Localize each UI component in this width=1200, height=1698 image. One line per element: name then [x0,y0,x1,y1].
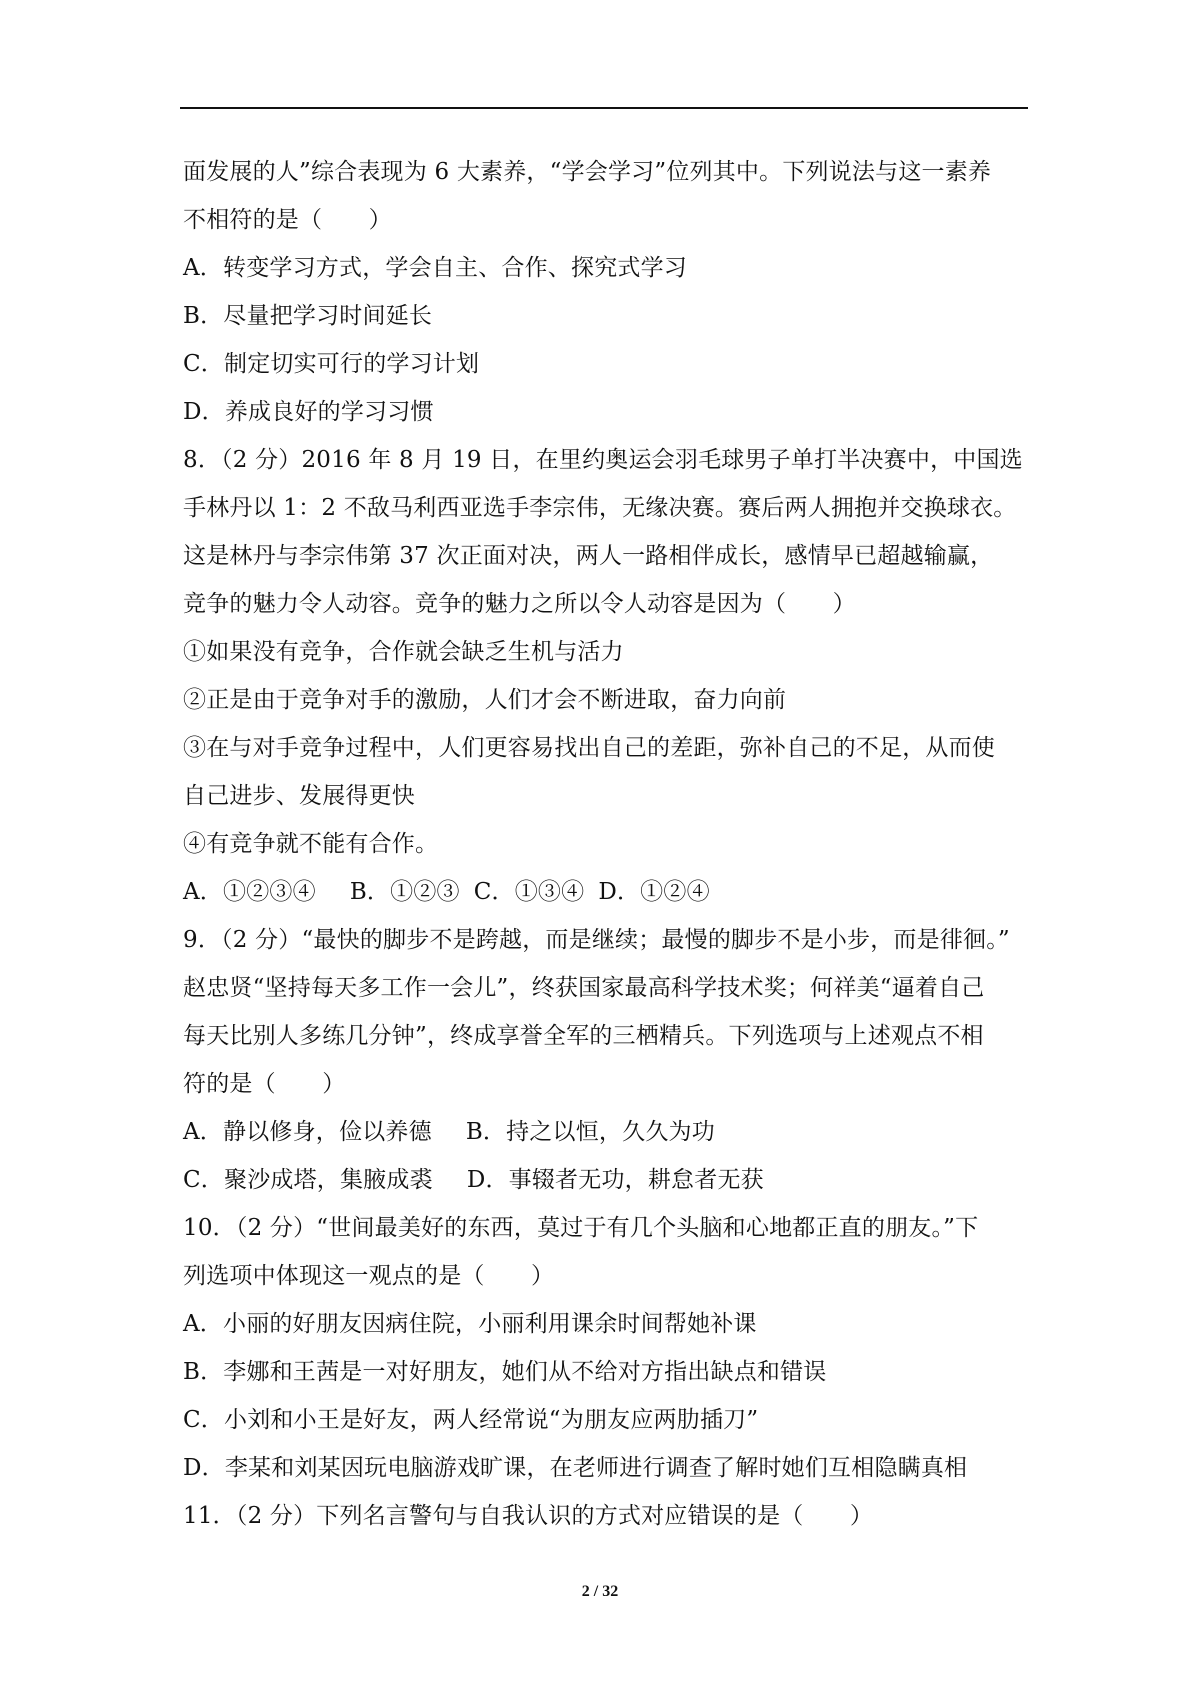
question-8-line: 这是林丹与李宗伟第 37 次正面对决，两人一路相伴成长，感情早已超越输赢， [183,543,994,569]
text-line: 面发展的人”综合表现为 6 大素养，“学会学习”位列其中。下列说法与这一素养 [183,159,992,185]
text-line: 不相符的是（ ） [183,207,392,233]
page-body [183,148,1028,1540]
q8-option-d: D．①②④ [598,879,710,905]
q9-option-a: A．静以修身，俭以养德 [183,1119,432,1145]
option-line: C．制定切实可行的学习计划 [183,351,480,377]
question-10-line: 列选项中体现这一观点的是（ ） [183,1263,555,1289]
q9-option-b: B．持之以恒，久久为功 [465,1119,715,1145]
question-8-line: 手林丹以 1：2 不敌马利西亚选手李宗伟，无缘决赛。赛后两人拥抱并交换球衣。 [183,495,1017,521]
statement-line: 自己进步、发展得更快 [183,783,415,809]
q8-option-c: C．①③④ [473,879,585,905]
statement-line: ④有竞争就不能有合作。 [183,831,439,857]
statement-line: ①如果没有竞争，合作就会缺乏生机与活力 [183,639,624,665]
option-line: C．小刘和小王是好友，两人经常说“为朋友应两肋插刀” [183,1407,759,1433]
page-number: 2 / 32 [581,1583,619,1600]
question-8-line: 8．（2 分）2016 年 8 月 19 日，在里约奥运会羽毛球男子单打半决赛中，中国选 [183,447,1023,473]
question-8-line: 竞争的魅力令人动容。竞争的魅力之所以令人动容是因为（ ） [183,591,856,617]
q8-option-b: B．①②③ [349,879,460,905]
q8-options [183,868,1028,916]
question-9-line: 赵忠贤“坚持每天多工作一会儿”，终获国家最高科学技术奖；何祥美“逼着自己 [183,975,985,1001]
q9-options-row [183,1108,1028,1156]
option-line: A．转变学习方式，学会自主、合作、探究式学习 [183,255,688,281]
statement-line: ③在与对手竞争过程中，人们更容易找出自己的差距，弥补自己的不足，从而使 [183,735,995,761]
q9-options-row [183,1156,1028,1204]
header-rule [180,107,1028,109]
option-line: D．李某和刘某因玩电脑游戏旷课，在老师进行调查了解时她们互相隐瞒真相 [183,1455,968,1481]
option-line: B．尽量把学习时间延长 [183,303,433,329]
q8-option-a: A．①②③④ [183,879,316,905]
option-line: B．李娜和王茜是一对好朋友，她们从不给对方指出缺点和错误 [183,1359,827,1385]
question-9-line: 符的是（ ） [183,1071,346,1097]
option-line: A．小丽的好朋友因病住院，小丽利用课余时间帮她补课 [183,1311,757,1337]
option-line: D．养成良好的学习习惯 [183,399,434,425]
question-10-line: 10．（2 分）“世间最美好的东西，莫过于有几个头脑和心地都正直的朋友。”下 [183,1215,979,1241]
question-9-line: 每天比别人多练几分钟”，终成享誉全军的三栖精兵。下列选项与上述观点不相 [183,1023,984,1049]
question-9-line: 9．（2 分）“最快的脚步不是跨越，而是继续；最慢的脚步不是小步，而是徘徊。” [183,927,1010,953]
q9-option-c: C．聚沙成塔，集腋成裘 [183,1167,433,1193]
statement-line: ②正是由于竞争对手的激励，人们才会不断进取，奋力向前 [183,687,787,713]
question-11-line: 11．（2 分）下列名言警句与自我认识的方式对应错误的是（ ） [183,1503,874,1529]
q9-option-d: D．事辍者无功，耕怠者无获 [466,1167,764,1193]
